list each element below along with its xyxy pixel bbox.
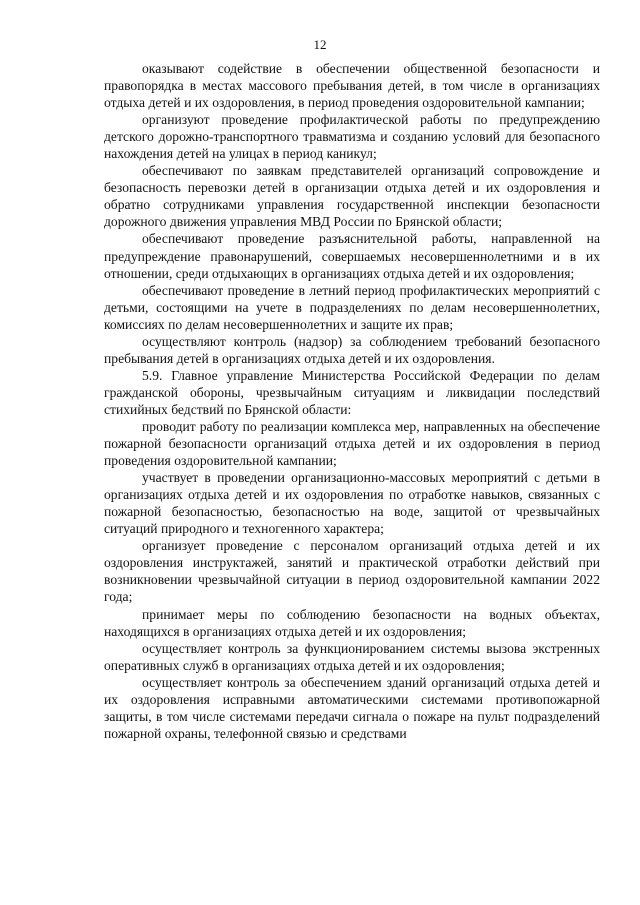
- paragraph: обеспечивают по заявкам представителей организаций сопровождение и безопасность перевозки детей в организации отдыха детей и их оздоровления и обратно сотрудниками управления государственной инспекции безопасности дорожного движения управления МВД России по Брянской области;: [104, 163, 600, 230]
- document-body: [104, 60, 600, 742]
- paragraph: организуют проведение профилактической работы по предупреждению детского дорожно-транспортного травматизма и созданию условий для безопасного нахождения детей на улицах в период каникул;: [104, 112, 600, 162]
- page-number: 12: [313, 37, 327, 52]
- paragraph: оказывают содействие в обеспечении общественной безопасности и правопорядка в местах массового пребывания детей, в том числе в организациях отдыха детей и их оздоровления, в период проведения оздоровительной кампании;: [104, 61, 600, 111]
- paragraph: осуществляет контроль за функционированием системы вызова экстренных оперативных служб в организациях отдыха детей и их оздоровления;: [104, 640, 600, 673]
- paragraph: осуществляют контроль (надзор) за соблюдением требований безопасного пребывания детей в организациях отдыха детей и их оздоровления.: [104, 333, 600, 366]
- paragraph: осуществляет контроль за обеспечением зданий организаций отдыха детей и их оздоровления исправными автоматическими системами противопожарной защиты, в том числе системами передачи сигнала о пожаре на пульт подразделений пожарной охраны, телефонной связью и средствами: [104, 674, 600, 741]
- paragraph: проводит работу по реализации комплекса мер, направленных на обеспечение пожарной безопасности организаций отдыха детей и их оздоровления в период проведения оздоровительной кампании;: [104, 418, 600, 469]
- paragraph: участвует в проведении организационно-массовых мероприятий с детьми в организациях отдыха детей и их оздоровления по отработке навыков, связанных с пожарной безопасностью, безопасностью на воде, защитой от чрезвычайных ситуаций природного и техногенного характера;: [104, 470, 600, 537]
- section-heading-paragraph: 5.9. Главное управление Министерства Российской Федерации по делам гражданской обороны, чрезвычайным ситуациям и ликвидации последствий стихийных бедствий по Брянской области:: [104, 367, 600, 417]
- paragraph: организует проведение с персоналом организаций отдыха детей и их оздоровления инструктажей, занятий и практической отработки действий при возникновении чрезвычайной ситуации в период оздоровительной кампании 2022 года;: [104, 538, 600, 605]
- paragraph: обеспечивают проведение в летний период профилактических мероприятий с детьми, состоящими на учете в подразделениях по делам несовершеннолетних, комиссиях по делам несовершеннолетних и защите их прав;: [104, 282, 600, 332]
- paragraph: обеспечивают проведение разъяснительной работы, направленной на предупреждение правонарушений, совершаемых несовершеннолетними и в их отношении, среди отдыхающих в организациях отдыха детей и их оздоровления;: [104, 231, 600, 281]
- paragraph: принимает меры по соблюдению безопасности на водных объектах, находящихся в организациях отдыха детей и их оздоровления;: [104, 606, 600, 639]
